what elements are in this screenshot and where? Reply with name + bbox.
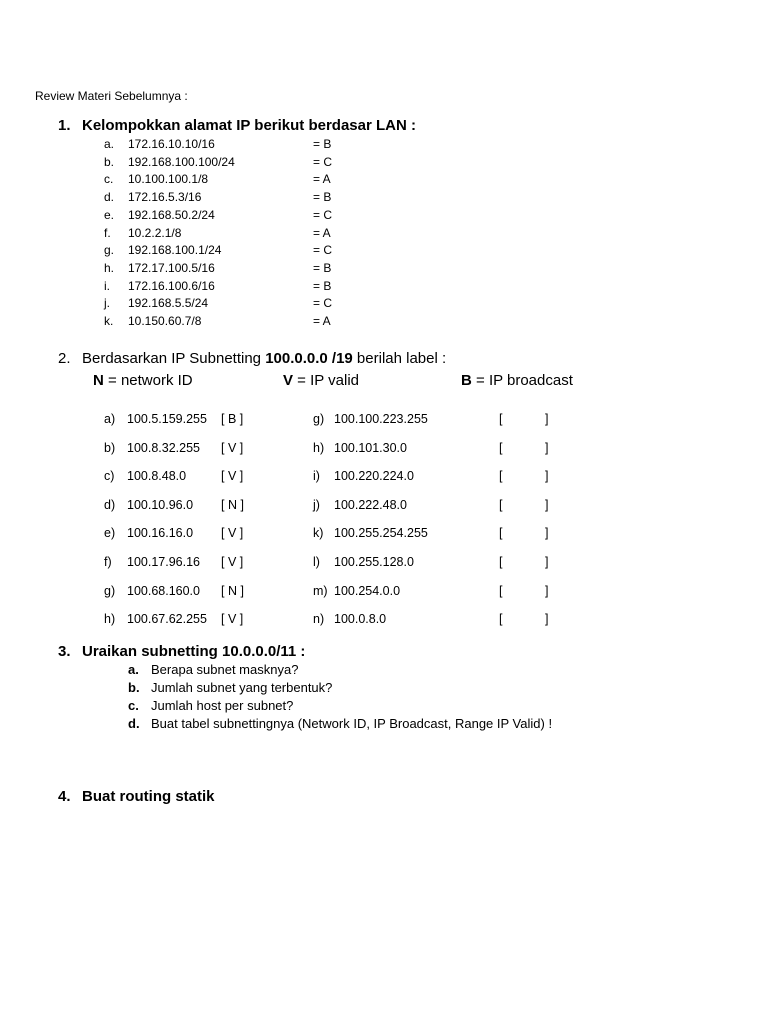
q1-item-answer: = B xyxy=(313,260,332,275)
q1-item-answer: = C xyxy=(313,296,333,311)
q1-item-ip: 192.168.50.2/24 xyxy=(128,207,215,222)
q2-right-ip: 100.0.8.0 xyxy=(334,612,387,627)
q2-right-bracket-close: ] xyxy=(545,440,549,455)
q2-left-label: [ V ] xyxy=(221,526,244,541)
q2-left-letter: f) xyxy=(104,555,112,569)
q2-title xyxy=(82,350,446,367)
q1-item-letter: k. xyxy=(104,314,114,328)
q2-right-bracket-open: [ xyxy=(499,412,503,426)
q2-left-ip: 100.67.62.255 xyxy=(127,612,207,627)
q3-title: Uraikan subnetting 10.0.0.0/11 : xyxy=(82,643,306,660)
q2-right-ip: 100.222.48.0 xyxy=(334,497,407,512)
q3-item-text: Buat tabel subnettingnya (Network ID, IP Broadcast, Range IP Valid) ! xyxy=(151,716,553,731)
legend-b-key: B xyxy=(461,372,472,389)
q2-right-letter: k) xyxy=(313,526,324,541)
q2-right-ip: 100.255.254.255 xyxy=(334,526,428,541)
q3-item-letter: d. xyxy=(128,716,140,731)
q3-item-text: Berapa subnet masknya? xyxy=(151,662,299,677)
q1-item-letter: h. xyxy=(104,260,115,275)
q2-right-bracket-close: ] xyxy=(545,526,549,541)
q2-left-label: [ V ] xyxy=(221,469,244,484)
q2-left-label: [ V ] xyxy=(221,612,244,627)
q1-item-answer: = C xyxy=(313,243,333,258)
q2-right-bracket-open: [ xyxy=(499,469,503,484)
q1-item-answer: = A xyxy=(313,172,331,187)
q1-item-letter: f. xyxy=(104,225,111,240)
q2-right-ip: 100.100.223.255 xyxy=(334,412,428,426)
q2-right-bracket-close: ] xyxy=(545,555,549,569)
q2-right-bracket-close: ] xyxy=(545,412,549,426)
q2-left-ip: 100.68.160.0 xyxy=(127,583,200,598)
q1-item-ip: 192.168.5.5/24 xyxy=(128,296,209,311)
q2-title-subnet: 100.0.0.0 /19 xyxy=(265,350,353,367)
q2-right-letter: j) xyxy=(313,497,320,512)
q3-item-letter: a. xyxy=(128,662,139,677)
q1-item-ip: 172.16.5.3/16 xyxy=(128,190,202,205)
q1-item-answer: = C xyxy=(313,154,333,169)
q2-left-letter: b) xyxy=(104,440,116,455)
q2-left-ip: 100.8.32.255 xyxy=(127,440,200,455)
q2-left-ip: 100.8.48.0 xyxy=(127,469,187,484)
q2-right-bracket-open: [ xyxy=(499,440,503,455)
q3-number: 3. xyxy=(58,643,71,660)
q2-right-bracket-open: [ xyxy=(499,583,503,598)
q1-item-ip: 10.150.60.7/8 xyxy=(128,314,202,328)
q2-number: 2. xyxy=(58,350,71,367)
q3-item-text: Jumlah host per subnet? xyxy=(151,698,294,713)
q1-item-ip: 172.16.10.10/16 xyxy=(128,137,215,151)
q2-right-ip: 100.255.128.0 xyxy=(334,555,414,569)
q2-left-ip: 100.10.96.0 xyxy=(127,497,194,512)
q1-item-answer: = B xyxy=(313,278,332,293)
q1-item-ip: 10.2.2.1/8 xyxy=(128,225,182,240)
q2-left-label: [ V ] xyxy=(221,555,244,569)
q2-left-letter: g) xyxy=(104,583,116,598)
q1-item-answer: = B xyxy=(313,190,332,205)
q2-right-letter: h) xyxy=(313,440,325,455)
q1-item-letter: d. xyxy=(104,190,115,205)
q1-item-answer: = A xyxy=(313,225,331,240)
q2-right-letter: n) xyxy=(313,612,325,627)
q2-right-letter: m) xyxy=(313,583,328,598)
q2-left-letter: c) xyxy=(104,469,115,484)
q2-right-ip: 100.254.0.0 xyxy=(334,583,401,598)
q2-left-label: [ V ] xyxy=(221,440,244,455)
q2-right-letter: l) xyxy=(313,555,320,569)
q2-left-letter: e) xyxy=(104,526,116,541)
q1-number: 1. xyxy=(58,117,71,134)
legend-v-text: = IP valid xyxy=(293,372,360,389)
q2-right-ip: 100.220.224.0 xyxy=(334,469,414,484)
legend-n-text: = network ID xyxy=(103,372,193,389)
q2-right-bracket-close: ] xyxy=(545,469,549,484)
q1-item-letter: g. xyxy=(104,243,115,258)
q1-item-letter: j. xyxy=(104,296,110,311)
q1-item-ip: 192.168.100.100/24 xyxy=(128,154,235,169)
q2-right-bracket-open: [ xyxy=(499,497,503,512)
q2-left-ip: 100.16.16.0 xyxy=(127,526,194,541)
q1-item-answer: = C xyxy=(313,207,333,222)
q2-right-bracket-open: [ xyxy=(499,555,503,569)
q1-item-letter: b. xyxy=(104,154,115,169)
legend-b-text: = IP broadcast xyxy=(471,372,573,389)
q2-right-bracket-close: ] xyxy=(545,497,549,512)
q1-item-ip: 172.17.100.5/16 xyxy=(128,260,215,275)
q3-item-text: Jumlah subnet yang terbentuk? xyxy=(151,680,333,695)
q2-right-letter: g) xyxy=(313,412,325,426)
q1-item-ip: 192.168.100.1/24 xyxy=(128,243,222,258)
q2-left-label: [ N ] xyxy=(221,497,244,512)
q2-left-label: [ N ] xyxy=(221,583,244,598)
q2-right-bracket-open: [ xyxy=(499,526,503,541)
q2-right-ip: 100.101.30.0 xyxy=(334,440,407,455)
q1-item-answer: = A xyxy=(313,314,331,328)
q1-item-letter: i. xyxy=(104,278,110,293)
q2-title-pre: Berdasarkan IP Subnetting xyxy=(82,350,266,367)
q2-left-letter: h) xyxy=(104,612,116,627)
q1-item-ip: 10.100.100.1/8 xyxy=(128,172,209,187)
q1-item-letter: c. xyxy=(104,172,114,187)
q2-left-ip: 100.17.96.16 xyxy=(127,555,200,569)
q3-item-letter: c. xyxy=(128,698,139,713)
q2-title-post: berilah label : xyxy=(352,350,447,367)
q4-number: 4. xyxy=(58,788,71,805)
q2-left-letter: a) xyxy=(104,412,116,426)
page-heading: Review Materi Sebelumnya : xyxy=(35,89,188,103)
q4-title: Buat routing statik xyxy=(82,788,215,805)
legend-ip-valid xyxy=(283,372,359,389)
q1-item-answer: = B xyxy=(313,137,332,151)
legend-v-key: V xyxy=(283,372,294,389)
legend-network-id xyxy=(93,372,193,389)
q1-title: Kelompokkan alamat IP berikut berdasar LAN : xyxy=(82,117,416,134)
legend-ip-broadcast xyxy=(461,372,573,389)
q2-right-letter: i) xyxy=(313,469,320,484)
q2-left-ip: 100.5.159.255 xyxy=(127,412,207,426)
q1-item-letter: e. xyxy=(104,207,115,222)
q2-right-bracket-close: ] xyxy=(545,612,549,627)
q2-left-label: [ B ] xyxy=(221,412,244,426)
legend-n-key: N xyxy=(93,372,104,389)
q2-right-bracket-open: [ xyxy=(499,612,503,627)
q3-item-letter: b. xyxy=(128,680,140,695)
q2-left-letter: d) xyxy=(104,497,116,512)
q1-item-ip: 172.16.100.6/16 xyxy=(128,278,215,293)
q2-right-bracket-close: ] xyxy=(545,583,549,598)
q1-item-letter: a. xyxy=(104,137,115,151)
